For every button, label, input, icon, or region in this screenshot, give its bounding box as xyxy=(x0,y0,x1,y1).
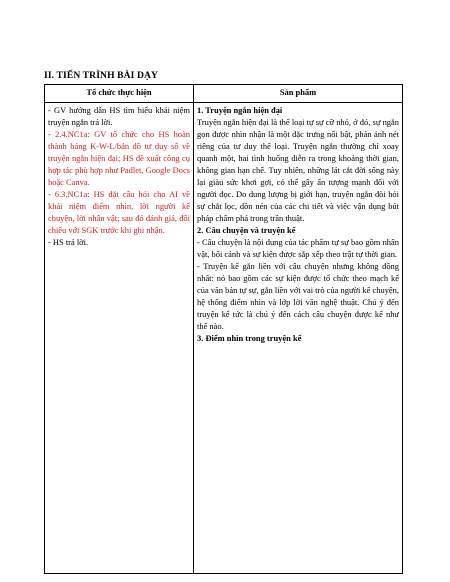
activity-item: - 2.4.NC1a: GV tổ chức cho HS hoàn thành bảng K-W-L/bản đồ tư duy số về truyện ngắn hiện đại; HS đề xuất công cụ hợp tác phù hợp như Padlet, Google Docs hoặc Canva. xyxy=(48,129,190,187)
activity-item: - 6.3.NC1a: HS đặt câu hỏi cho AI về khái niệm điểm nhìn, lời người kể chuyện, lời nhân vật; sau đó đánh giá, đối chiếu với SGK trước khi ghi nhận. xyxy=(48,189,190,235)
product-paragraph: - Câu chuyện là nội dung của tác phẩm tự sự bao gồm nhân vật, bối cảnh và sự kiện được sắp xếp theo trật tự thời gian. xyxy=(197,237,399,259)
product-paragraph: - Truyện kể gắn liền với câu chuyện nhưng không đồng nhất: nó bao gồm các sự kiện được tổ chức theo mạch kể của văn bản tự sự, gắn liền với vai trò của người kể chuyện, hệ thống điểm nhìn và lớp lời văn nghệ thuật. Chú ý đến truyện kể tức là chú ý đến cách câu chuyện được kể như thế nào. xyxy=(197,261,399,331)
product-paragraph: Truyện ngắn hiện đại là thể loại tự sự cỡ nhỏ, ở đó, sự ngắn gọn được nhìn nhận là một đặc trưng nổi bật, phản ánh nét riêng của tư duy thể loại. Truyện ngắn thường chỉ xoay quanh một, hai tình huống diễn ra trong khoảng thời gian, không gian hạn chế. Tuy nhiên, những lát cắt đời sống này lại giàu sức khơi gợi, có thể gây ấn tượng mạnh đối với người đọc. Do dung lượng bị giới hạn, truyện ngắn đòi hỏi sự chắt lọc, dồn nén của các chi tiết và việc vận dụng bút pháp chấm phá trong trần thuật. xyxy=(197,117,399,223)
activity-item: - GV hướng dẫn HS tìm hiểu khái niệm truyện ngắn trả lời. xyxy=(48,105,190,127)
section-title: II. TIẾN TRÌNH BÀI DẠY xyxy=(44,70,159,81)
activities-cell xyxy=(45,103,194,574)
header-product: Sản phẩm xyxy=(194,85,403,103)
header-organization: Tổ chức thực hiện xyxy=(45,85,194,103)
table-header-row xyxy=(45,85,403,103)
lesson-plan-table xyxy=(44,84,403,574)
activity-item: - HS trả lời. xyxy=(48,237,89,247)
product-cell xyxy=(194,103,403,574)
product-heading: 2. Câu chuyện và truyện kể xyxy=(197,225,296,235)
table-row xyxy=(45,103,403,574)
product-heading: 1. Truyện ngắn hiện đại xyxy=(197,105,283,115)
product-heading: 3. Điểm nhìn trong truyện kể xyxy=(197,333,302,343)
